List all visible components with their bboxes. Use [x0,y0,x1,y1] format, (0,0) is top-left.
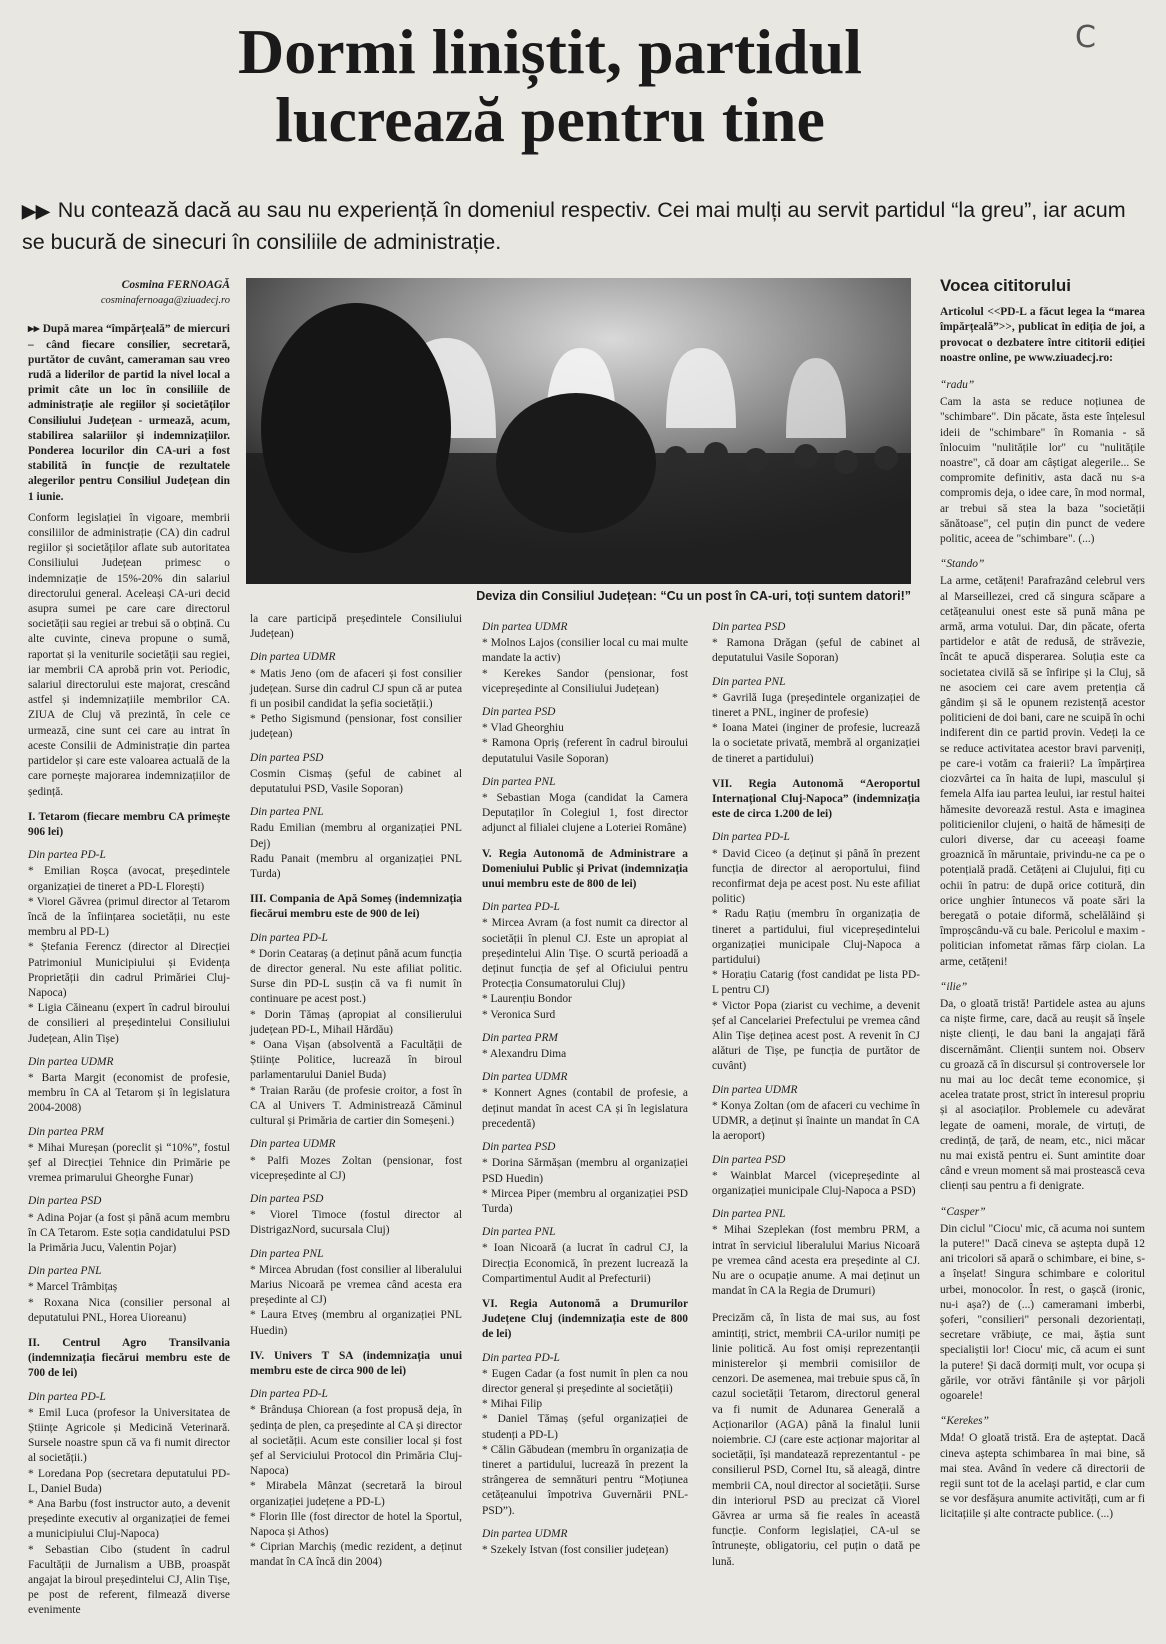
board-member-entry: * Marcel Trâmbițaș [28,1281,118,1294]
board-member-entry: * Ioan Nicoară (a lucrat în cadrul CJ, la Direcția Economică, în prezent lucrează la Compartimentul Audit al Prefecturii) [482,1242,688,1285]
council-photo [246,278,911,584]
board-member-entry: * Konnert Agnes (contabil de profesie, a deținut mandat în acest CA și în legislatura precedentă) [482,1087,688,1130]
board-member-entry: * Palfi Mozes Zoltan (pensionar, fost vicepreședinte al CJ) [250,1154,462,1182]
board-member-entry: * Oana Vișan (absolventă a Facultății de Științe Politice, lucrează în biroul parlamentarului Daniel Buda) [250,1039,462,1082]
section-heading: V. Regia Autonomă de Administrare a Domeniului Public și Privat (indemnizația unui membru este de 800 de lei) [482,847,688,891]
party-label: Din partea PD-L [250,931,328,944]
board-member-entry: * Mihai Szeplekan (fost membru PRM, a intrat în serviciul liberalului Marius Nicoară pe vremea când acesta era președinte al CJ. Nu are o ocupație anume. A mai deținut un mandat în CA la Regia de Drumuri) [712,1224,920,1298]
board-member-entry: * Adina Pojar (a fost și până acum membru în CA Tetarom. Este soția candidatului PSD la Primăria Jucu, Valentin Pojar) [28,1211,230,1254]
board-member-entry: * Radu Rațiu (membru în organizația de tineret a partidului, fiul vicepreședintelui organizației municipale Cluj-Napoca a partidului) [712,908,920,967]
comment-author: “Casper” [940,1205,986,1218]
board-member-entry: * Veronica Surd [482,1008,556,1021]
section-heading: II. Centrul Agro Transilvania (indemnizația fiecărui membru este de 700 de lei) [28,1337,230,1380]
article-column-4 [712,612,920,1576]
board-member-entry: * Emil Luca (profesor la Universitatea de Științe Agricole și Medicină Veterinară. Sursele noastre spun că va fi numit director al societății.) [28,1406,230,1465]
board-member-entry: * Daniel Tămaș (șeful organizației de studenți a PD-L) [482,1413,688,1441]
board-list [28,810,230,1619]
board-member-entry: * Dorina Sărmășan (membru al organizației PSD Huedin) [482,1157,688,1185]
party-label: Din partea PSD [250,751,324,764]
board-member-entry: * Mircea Avram (a fost numit ca director al societății în plenul CJ. Este un apropiat al președintelui Alin Tișe. O scurtă perioadă a deținut funcția de șef al Oficiului pentru Protecția Consumatorului Cluj) [482,917,688,991]
section-heading: IV. Univers T SA (indemnizația unui membru este de circa 900 de lei) [250,1349,462,1377]
party-label: Din partea PRM [28,1125,104,1138]
board-member-entry: * Ana Barbu (fost instructor auto, a devenit președinte executiv al organizației de femei a municipiului Cluj-Napoca) [28,1498,230,1541]
board-member-entry: * Barta Margit (economist de profesie, membru în CA al Tetarom și în legislatura 2004-2008) [28,1071,230,1115]
board-member-entry: * Călin Găbudean (membru în organizația de tineret a partidului, lucrează în prezent la strângerea de semnături pentru “Moțiunea cetățeanului împotriva Guvernării PNL-PSD”). [482,1443,688,1517]
continued-text: la care participă președintele Consiliului Județean) [250,613,462,641]
board-member-entry: Cosmin Cismaș (șeful de cabinet al deputatului PSD, Vasile Soporan) [250,767,462,796]
board-member-entry: * Florin Ille (fost director de hotel la Sportul, Napoca și Athos) [250,1510,462,1538]
council-meeting-image [246,278,911,584]
board-member-entry: Radu Panait (membru al organizației PNL Turda) [250,852,462,881]
board-member-entry: * Szekely Istvan (fost consilier județean) [482,1543,669,1556]
lead-text: Nu contează dacă au sau nu experiență în domeniul respectiv. Cei mai mulți au servit partidul “la greu”, iar acum se bucură de sinecuri în consiliile de administrație. [22,198,1126,254]
comment-author: “radu” [940,379,975,392]
party-label: Din partea UDMR [482,621,568,633]
board-member-entry: * Alexandru Dima [482,1048,567,1061]
board-member-entry: Radu Emilian (membru al organizației PNL Dej) [250,822,462,850]
board-member-entry: * Laura Etveș (membru al organizației PNL Huedin) [250,1309,462,1337]
headline: Dormi liniștit, partidul lucrează pentru tine [237,16,863,155]
party-label: Din partea PSD [250,1192,324,1205]
board-member-entry: * Victor Popa (ziarist cu vechime, a devenit șef al Cancelariei Prefectului pe vremea când Alin Tișe deținea acest post. A revenit în CJ alături de Tișe, pe funcția de purtător de cuvânt) [712,999,920,1073]
comment-author: “Stando” [940,558,985,571]
party-label: Din partea PD-L [250,1388,328,1401]
board-member-entry: * Ștefania Ferencz (director al Direcției Patrimoniul Municipiului și Evidența Proprietății din cadrul Primăriei Cluj-Napoca) [28,941,230,999]
comment-text: La arme, cetățeni! Parafrazând celebrul vers al Marseillezei, cred că singura scăpare a cetățeanului onest este să pună mâna pe armă, arma votului. Dar, din păcate, oferta partidelor e atât de redusă, de străvezie, încât te apucă disperarea. Soluția este ca societatea civilă să se înfiripe și la Cluj, să ne asociem cei care avem pretenția că gândim și să le opunem rezistență acestor politicieni de doi bani, care ne scuipă în ochi indiferent din ce partid provin. Vedeți la ce se reduce activitatea acestor bravi parveniți, pe care-i votăm ca fraierii? La împărțirea ciozvârtei ca în haita de lupi, masculul și femela Alfa iau partea leului, iar restul haitei hămesite devorează restul. Asta e imaginea politicienilor clujeni, o haită de hămesiți de culori diverse, dar cu aceeași foame groaznică în măruntaie, privindu-ne ca pe o potențială pradă. Cetățeni ai Clujului, fiți cu ochii în patru: de după orice cotitură, din orice unghier întunecos vă poate sări la beregată o potaie diformă, schelălăind și împroșcându-vă cu bale. Pericolul e maxim - politician infometat rămas fărp ciolan. La arme, cetățeni! [940,575,1145,968]
board-member-entry: * Mirabela Mânzat (secretară la biroul organizației județene a PD-L) [250,1480,462,1508]
comment-text: Cam la asta se reduce noțiunea de "schimbare". Din păcate, ăsta este înțelesul ideii de "schimbare" în Romania - să înlocuim "nulitățile lor" cu "nulitățile noastre", că doar am câștigat alegerile... Se compromite definitiv, asta dacă nu s-a compromis deja, o idee care, în mod normal, ar trebui să stea la baza "societății sănătoase", cel puțin din punct de vedere politic, aceea de "schimbare". (...) [940,396,1145,546]
party-label: Din partea PSD [712,1153,786,1166]
board-member-entry: * Laurențiu Bondor [482,993,572,1006]
party-label: Din partea UDMR [28,1055,114,1068]
board-member-entry: * Gavrilă Iuga (președintele organizației de tineret a PNL, inginer de profesie) [712,691,920,720]
board-member-entry: * Kerekes Sandor (pensionar, fost vicepreședinte al Consiliului Județean) [482,667,688,695]
board-member-entry: * Ligia Căineanu (expert în cadrul biroului de consilieri al președintelui Consiliului Județean, Alin Tișe) [28,1002,230,1045]
board-member-entry: * Dorin Tămaș (apropiat al consilierului județean PD-L, Mihail Hărdău) [250,1008,462,1036]
comment-text: Mda! O gloată tristă. Era de așteptat. Dacă cineva aștepta schimbarea în mai bine, să mai stea. Având în vedere că directorii de regii sunt tot de la acelaşi partid, e clar cum se vor desfășura anumite activități, cum ar fi licitațiile și alte contracte publice. (...) [940,1432,1145,1521]
board-member-entry: * Eugen Cadar (a fost numit în plen ca nou director general și președinte al societății) [482,1367,688,1395]
handwritten-mark: C [1075,20,1096,55]
section-heading: I. Tetarom (fiecare membru CA primește 906 lei) [28,810,230,838]
board-list [250,612,462,1571]
board-member-entry: * Ciprian Marchiș (medic rezident, a deținut mandat în CA încă din 2004) [250,1541,462,1569]
board-member-entry: * Petho Sigismund (pensionar, fost consilier județean) [250,713,462,741]
party-label: Din partea PD-L [482,1351,560,1364]
board-member-entry: * Sebastian Cibo (student în cadrul Facultății de Jurnalism a UBB, proaspăt angajat la biroul președintelui CJ, Alin Tișe, pe post de referent, filmează diverse evenimente [28,1543,230,1617]
party-label: Din partea PD-L [28,1390,106,1403]
board-member-entry: * Roxana Nica (consilier personal al deputatului PNL, Horea Uioreanu) [28,1296,230,1324]
party-label: Din partea PNL [250,806,324,819]
board-member-entry: * David Ciceo (a deținut și până în prezent funcția de director al aeroportului, fiind reconfirmat deja pe acest post. Nu este afiliat politic) [712,847,920,906]
party-label: Din partea PD-L [712,831,790,844]
party-label: Din partea UDMR [482,1527,568,1540]
board-member-entry: * Mircea Abrudan (fost consilier al liberalului Marius Nicoară pe vremea când acesta era președinte al CJ) [250,1263,462,1307]
party-label: Din partea PD-L [28,849,106,862]
sidebar-title: Vocea cititorului [940,276,1071,295]
article-column-2 [250,612,462,1571]
sidebar-intro: Articolul <<PD-L a făcut legea la “marea împărțeală”>>, publicat în ediția de joi, a provocat o dezbatere între cititorii ediției noastre online, pe www.ziuadecj.ro: [940,306,1145,364]
double-arrow-icon: ▶▶ [22,201,50,221]
party-label: Din partea UDMR [250,651,336,664]
reader-comments [940,378,1145,1523]
board-member-entry: * Emilian Roșca (avocat, președintele organizației de tineret a PD-L Florești) [28,865,230,893]
party-label: Din partea PSD [28,1195,102,1208]
board-member-entry: * Mihai Mureșan (poreclit și “10%”, fostul șef al Direcției Tehnice din Primărie pe vremea primarului Gheorghe Funar) [28,1141,230,1185]
article-column-3 [482,612,688,1558]
board-member-entry: * Traian Rarău (de profesie croitor, a fost în CA al Univers T. Administrează Căminul cultural și Primăria de cartier din Someșeni.) [250,1084,462,1128]
body-paragraph: Conform legislației în vigoare, membrii consiliilor de administrație (CA) din cadrul regiilor și societăților aflate sub autoritatea Consiliului Județean primesc o indemnizație de 15%-20% din salariul directorului general. Aceleași CA-uri decid asupra sumei pe care care directorul societății sau regiei ar trebui să o obțină. Cu alte cuvinte, cineva propune o sumă, raportat și la veniturile societății sau regiei, iar membrii CA aprobă prin vot. Periodic, salariul directorului este majorat, crescând astfel și indemnizațiile membrilor CA. ZIUA de Cluj vă prezintă, în cele ce urmează, cine sunt cei care au intrat în aceste Consilii de Administrație din partea partidelor și care este valoarea actuală de la care pornește majorarea indemnizațiilor de ședință. [28,511,230,798]
byline-author: Cosmina FERNOAGĂ [121,279,230,291]
photo-caption: Deviza din Consiliul Județean: “Cu un post în CA-uri, toți suntem datori!” [476,589,911,603]
party-label: Din partea PNL [482,1226,556,1239]
board-member-entry: * Ramona Opriș (referent în cadrul biroului deputatului Vasile Soporan) [482,737,688,765]
section-heading: VI. Regia Autonomă a Drumurilor Județene Cluj (indemnizația este de 800 de lei) [482,1297,688,1341]
byline [28,278,230,308]
board-member-entry: * Horațiu Catarig (fost candidat pe lista PD-L pentru CJ) [712,969,920,997]
closing-paragraph: Precizăm că, în lista de mai sus, au fost amintiți, strict, membrii CA-urilor numiți pe linie politică. Au fost omiși reprezentanții ministerelor și membrii comisiilor de cenzori. De asemenea, mai trebuie spus că, în cazul societății Tetarom, directorul general va fi numit de Adunarea Generală a Acționarilor (AGA) până la finalul lunii noiembrie. CJ (care este acționar majoritar al societății, își mandatează reprezentantul - pe consilierul PSD, Cornel Itu, să aleagă, dintre membrii CA, noul director al societății. Surse din interiorul PSD au precizat că Viorel Găvrea ar urma să fie reales în această funcție. Conform legislației, CA-ul se întrunește, obligatoriu, cel puțin o dată pe lună. [712,1312,920,1568]
comment-text: Da, o gloată tristă! Partidele astea au ajuns ca niște firme, care, dacă au reușit să înșele niște clienți, le dau bani la angajați fără discernământ. Clienții suntem noi. Observ cu groază că în discursul și controversele lor nu mai au loc decât teme economice, și acelea tratate prost, strict în interesul propriu și al asociaților. Problemele cu adevărat legate de oameni, morale, de virtuți, de credință, de țară, de neam, etc., nici măcar nu mai există pentru ei. Sunt amintite doar când e vreun moment să mai prostească ceva clienți sau pentru a fi denigrate. [940,997,1145,1193]
party-label: Din partea PD-L [482,901,560,914]
readers-voice-sidebar [940,278,1145,1529]
party-label: Din partea UDMR [250,1138,336,1151]
board-member-entry: * Vlad Gheorghiu [482,722,564,735]
party-label: Din partea PSD [482,706,556,719]
board-member-entry: * Sebastian Moga (candidat la Camera Deputaților în Colegiul 1, fost director adjunct al filialei clujene a Loteriei Române) [482,792,688,835]
party-label: Din partea PNL [250,1247,324,1260]
intro-paragraph: ▸▸ După marea “împărțeală” de miercuri – când fiecare consilier, secretară, purtător de cuvânt, cameraman sau vreo rudă a liderilor de partid la nivel local a primit câte un loc în consiliile de administrație ale regiilor și societăților Consiliului Județean - urmează, acum, stabilirea salariilor și indemnizațiilor. Ponderea locurilor din CA-uri a fost stabilită în funcție de rezultatele alegerilor pentru Consiliul Județean din 1 iunie. [28,323,230,503]
comment-author: “Kerekes” [940,1415,989,1428]
board-list [482,620,688,1558]
party-label: Din partea PNL [482,775,556,788]
byline-email[interactable]: cosminafernoaga@ziuadecj.ro [100,295,230,307]
party-label: Din partea PNL [28,1265,102,1278]
article-column-1 [28,278,230,1619]
board-member-entry: * Konya Zoltan (om de afaceri cu vechime în UDMR, a deținut și înainte un mandat în CA la aeroport) [712,1099,920,1143]
board-member-entry: * Dorin Ceataraș (a deținut până acum funcția de director general. Nu este afiliat politic. Surse din PD-L susțin că va fi numit în continuare pe acest post.) [250,947,462,1006]
board-member-entry: * Ramona Drăgan (șeful de cabinet al deputatului Vasile Soporan) [712,637,920,665]
board-member-entry: * Wainblat Marcel (vicepreședinte al organizației municipale Cluj-Napoca a PSD) [712,1169,920,1197]
board-member-entry: * Mircea Piper (membru al organizației PSD Turda) [482,1187,688,1215]
board-member-entry: * Mihai Filip [482,1398,543,1411]
party-label: Din partea UDMR [712,1083,798,1096]
board-member-entry: * Viorel Găvrea (primul director al Tetarom încă de la înființarea societății, nu este membru al PD-L) [28,895,230,939]
party-label: Din partea PSD [482,1141,556,1154]
party-label: Din partea UDMR [482,1071,568,1084]
board-member-entry: * Matis Jeno (om de afaceri și fost consilier județean. Surse din cadrul CJ spun că ar putea fi un posibil candidat la șefia societății.) [250,667,462,711]
party-label: Din partea PNL [712,675,786,688]
party-label: Din partea PRM [482,1031,558,1044]
party-label: Din partea PNL [712,1208,786,1221]
board-member-entry: * Viorel Timoce (fostul director al DistrigazNord, sucursala Cluj) [250,1209,462,1237]
lead-paragraph [22,195,1147,258]
board-member-entry: * Ioana Matei (inginer de profesie, lucrează la o societate privată, membră al organizației de tineret a partidului) [712,722,920,765]
section-heading: VII. Regia Autonomă “Aeroportul Internațional Cluj-Napoca” (indemnizația este de circa 1.200 de lei) [712,777,920,821]
board-member-entry: * Loredana Pop (secretara deputatului PD-L, Daniel Buda) [28,1467,230,1495]
board-member-entry: * Molnos Lajos (consilier local cu mai multe mandate la activ) [482,637,688,665]
double-arrow-icon: ▸▸ [28,323,43,336]
comment-author: “ilie” [940,980,968,993]
section-heading: III. Compania de Apă Someș (indemnizația fiecărui membru este de 900 de lei) [250,893,462,921]
party-label: Din partea PSD [712,621,786,633]
comment-text: Din ciclul "Ciocu' mic, că acuma noi suntem la putere!" Dacă cineva se aștepta după 12 ani tricolori să apară o schimbare, ei bine, s-a înșelat! Singura schimbare e coloritul urbei, monocolor. În rest, o gașcă (ironic, nu-i așa?) de (...) cameramani imberbi, șoferi, "consilieri" personali dezorientați, secretare vrăbiuțe, ce mai, ăștia sunt specialiștii lor! Ciocu' mic, că acum ei sunt la putere! Și dacă dormiți mult, vor ocupa și gările, vor otrăvi fântânile și vor pârjoli ogoarele! [940,1222,1145,1403]
board-member-entry: * Brândușa Chiorean (a fost propusă deja, în ședința de plen, ca președinte al CA și director al societății. Acum este consilier local și fost șef al Serviciului Protocol din Primăria Cluj-Napoca) [250,1404,462,1478]
board-list [712,620,920,1570]
